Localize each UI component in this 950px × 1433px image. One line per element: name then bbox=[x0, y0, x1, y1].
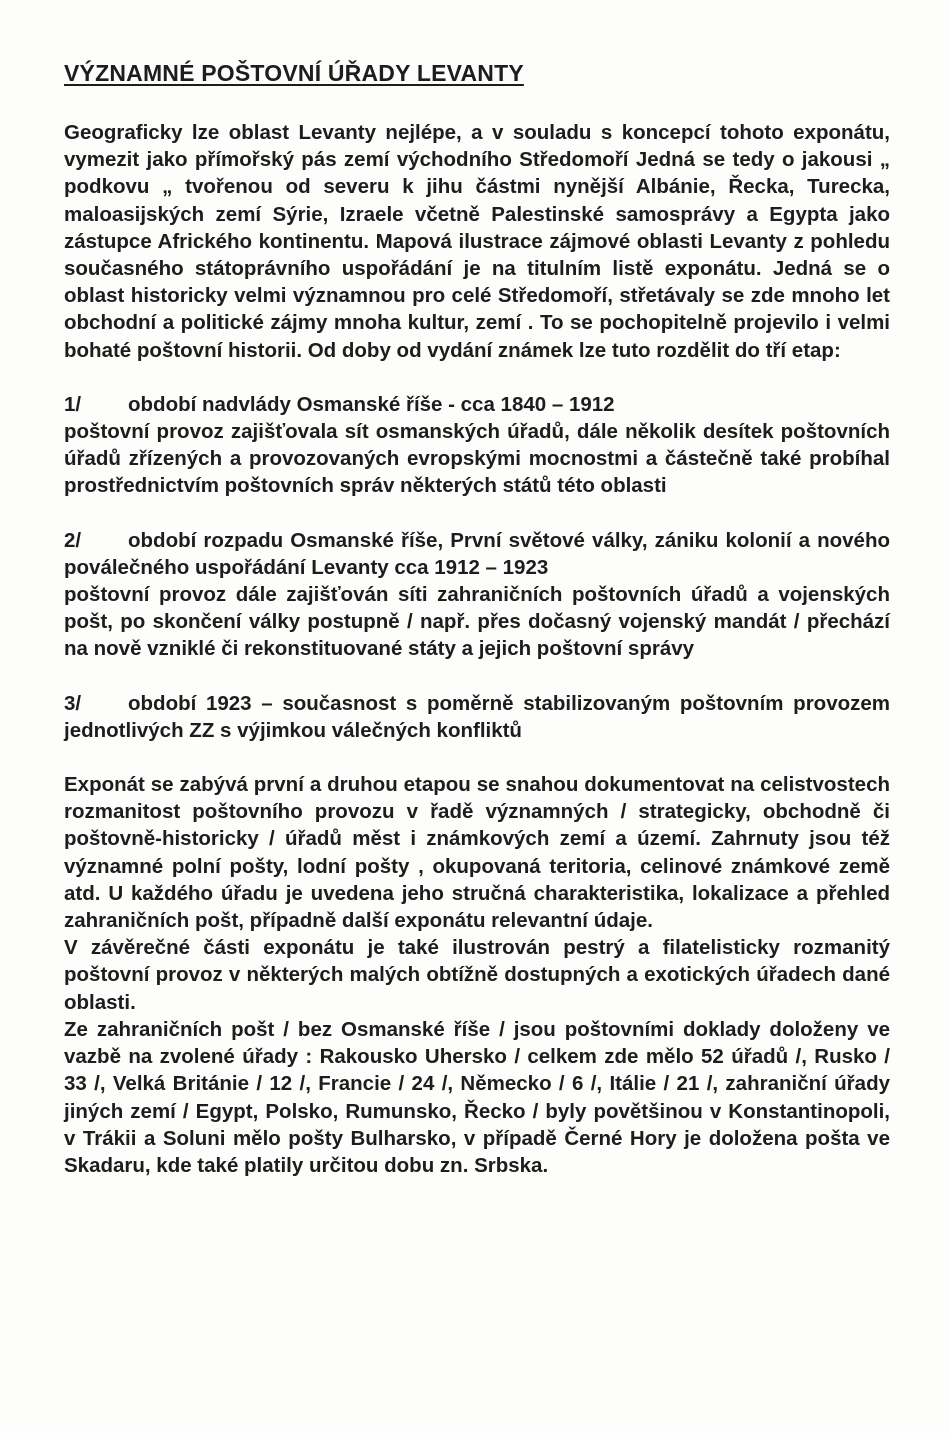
period-3-number: 3/ bbox=[64, 691, 82, 715]
foreign-posts-paragraph: Ze zahraničních pošt / bez Osmanské říše / jsou poštovními doklady doloženy ve vazbě na zvolené úřady : Rakousko Uhersko / celkem zde mělo 52 úřadů /, Rusko / 33 /, Velká Británie / 12 /, Francie / 24 /, Německo / 6 /, Itálie / 21 /, zahraniční úřady jiných zemí / Egypt, Polsko, Rumunsko, Řecko / byly povětšinou v Konstantinopoli, v Trákii a Soluni mělo pošty Bulharsko, v případě Černé Hory je doložena pošta ve Skadaru, kde také platily určitou dobu zn. Srbska. bbox=[64, 1017, 890, 1177]
period-1-number: 1/ bbox=[64, 392, 82, 416]
period-2 bbox=[64, 527, 890, 663]
intro-paragraph: Geograficky lze oblast Levanty nejlépe, a v souladu s koncepcí tohoto exponátu, vymezit jako přímořský pás zemí východního Středomoří Jedná se tedy o jakousi „ podkovu „ tvořenou od severu k jihu částmi nynější Albánie, Řecka, Turecka, maloasijských zemí Sýrie, Izraele včetně Palestinské samosprávy a Egypta jako zástupce Afrického kontinentu. Mapová ilustrace zájmové oblasti Levanty z pohledu současného státoprávního uspořádání je na titulním listě exponátu. Jedná se o oblast historicky velmi významnou pro celé Středomoří, střetávaly se zde mnoho let obchodní a politické zájmy mnoha kultur, zemí . To se pochopitelně projevilo i velmi bohaté poštovní historii. Od doby od vydání známek lze tuto rozdělit do tří etap: bbox=[64, 121, 890, 362]
period-2-heading bbox=[64, 527, 890, 581]
period-3 bbox=[64, 690, 890, 744]
period-2-body: poštovní provoz dále zajišťován síti zahraničních poštovních úřadů a vojenských pošt, po skončení války postupně / např. přes dočasný vojenský mandát / přechází na nově vzniklé či rekonstituované státy a jejich poštovní správy bbox=[64, 583, 890, 661]
period-2-title: období rozpadu Osmanské říše, První světové války, zániku kolonií a nového poválečného uspořádání Levanty cca 1912 – 1923 bbox=[64, 528, 890, 579]
period-3-heading bbox=[64, 690, 890, 744]
period-3-title: období 1923 – současnost s poměrně stabilizovaným poštovním provozem jednotlivých ZZ s výjimkou válečných konfliktů bbox=[64, 691, 890, 742]
period-1 bbox=[64, 391, 890, 500]
period-2-number: 2/ bbox=[64, 528, 82, 552]
period-1-title: období nadvlády Osmanské říše - cca 1840 – 1912 bbox=[128, 392, 615, 416]
document-title: VÝZNAMNÉ POŠTOVNÍ ÚŘADY LEVANTY bbox=[64, 60, 524, 86]
final-part-paragraph: V závěrečné části exponátu je také ilustrován pestrý a filatelisticky rozmanitý poštovní provoz v některých malých obtížně dostupných a exotických úřadech dané oblasti. bbox=[64, 936, 890, 1014]
period-1-heading bbox=[64, 391, 890, 418]
exhibit-paragraph: Exponát se zabývá první a druhou etapou se snahou dokumentovat na celistvostech rozmanitost poštovního provozu v řadě významných / strategicky, obchodně či poštovně-historicky / úřadů měst i známkových zemí a území. Zahrnuty jsou též významné polní pošty, lodní pošty , okupovaná teritoria, celinové známkové země atd. U každého úřadu je uvedena jeho stručná charakteristika, lokalizace a přehled zahraničních pošt, případně další exponátu relevantní údaje. bbox=[64, 773, 890, 933]
period-1-body: poštovní provoz zajišťovala sít osmanských úřadů, dále několik desítek poštovních úřadů zřízených a provozovaných evropskými mocnostmi a částečně také probíhal prostřednictvím poštovních správ některých států této oblasti bbox=[64, 420, 890, 498]
